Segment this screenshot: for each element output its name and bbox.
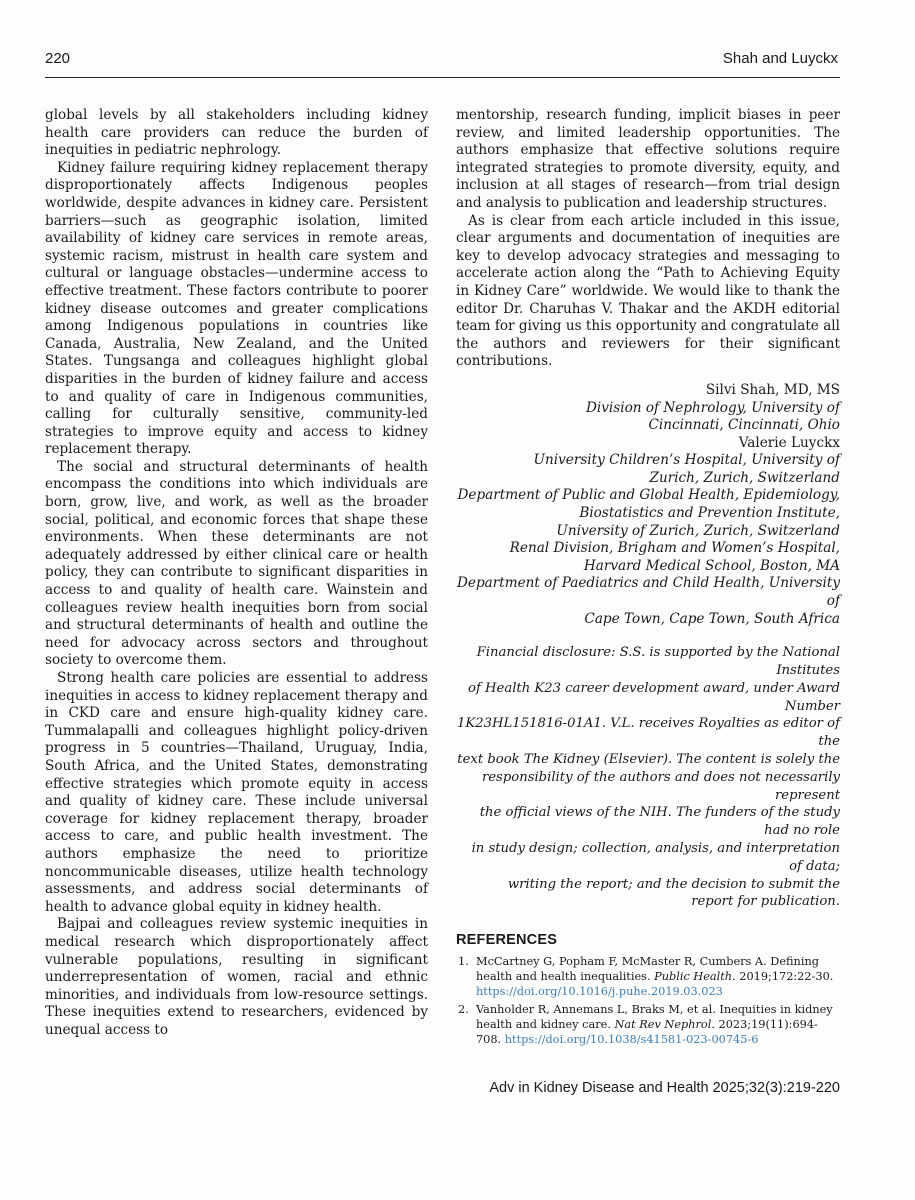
disclosure-line: Financial disclosure: S.S. is supported by the National Institutes: [476, 645, 840, 679]
author-affiliation: Biostatistics and Prevention Institute,: [579, 505, 840, 522]
author-affiliation: Department of Paediatrics and Child Health, University of: [457, 575, 840, 610]
author-affiliation: University of Zurich, Zurich, Switzerland: [556, 522, 840, 539]
reference-doi-link[interactable]: https://doi.org/10.1038/s41581-023-00745-6: [504, 1032, 759, 1046]
author-affiliation: Cincinnati, Cincinnati, Ohio: [648, 417, 840, 434]
disclosure-line: report for publication.: [691, 894, 840, 910]
disclosure-line: of Health K23 career development award, under Award Number: [468, 680, 840, 714]
reference-details: 2023;19(11):694-708.: [476, 1017, 818, 1046]
page-number: 220: [45, 50, 71, 67]
paragraph: global levels by all stakeholders including kidney health care providers can reduce the burden of inequities in pediatric nephrology.: [45, 107, 428, 159]
reference-details: 2019;172:22-30.: [735, 969, 834, 983]
disclosure-line: text book The Kidney (Elsevier). The content is solely the: [457, 752, 840, 767]
paragraph: Kidney failure requiring kidney replacement therapy disproportionately affects Indigenous peoples worldwide, despite advances in kidney care. Persistent barriers—such as geographic isolation, limited availability of kidney care services in remote areas, systemic racism, mistrust in health care system and cultural or language obstacles—undermine access to effective treatment. These factors contribute to poorer kidney disease outcomes and greater complications among Indigenous populations in countries like Canada, Australia, New Zealand, and the United States. Tungsanga and colleagues highlight global disparities in the burden of kidney failure and access to and quality of care in Indigenous communities, calling for culturally sensitive, community-led strategies to improve equity and access to kidney replacement therapy.: [45, 159, 428, 458]
paragraph: The social and structural determinants of health encompass the conditions into which individuals are born, grow, live, and work, as well as the broader social, political, and economic forces that shape these environments. When these determinants are not adequately addressed by either clinical care or health policy, they can contribute to significant disparities in access to and quality of health care. Wainstein and colleagues review health inequities born from social and structural determinants of health and outline the need for advocacy across sectors and throughout society to overcome them.: [45, 458, 428, 669]
paragraph: Strong health care policies are essential to address inequities in access to kidney replacement therapy and in CKD care and ensure high-quality kidney care. Tummalapalli and colleagues highlight policy-driven progress in 5 countries—Thailand, Uruguay, India, South Africa, and the United States, demonstrating effective strategies which promote equity in access and quality of kidney care. These include universal coverage for kidney replacement therapy, broader access to care, and public health investment. The authors emphasize the need to prioritize noncommunicable diseases, utilize health technology assessments, and address social determinants of health to advance global equity in kidney health.: [45, 670, 428, 915]
paragraph: Bajpai and colleagues review systemic inequities in medical research which disproportionately affect vulnerable populations, resulting in significant underrepresentation of women, racial and ethnic minorities, and individuals from low-resource settings. These inequities extend to researchers, evidenced by unequal access to: [45, 916, 428, 1038]
reference-text: Vanholder R, Annemans L, Braks M, et al. Inequities in kidney health and kidney care.: [476, 1002, 833, 1031]
author-affiliation: Renal Division, Brigham and Women’s Hospital,: [509, 540, 840, 557]
author-affiliation: Division of Nephrology, University of: [585, 399, 840, 416]
reference-text: McCartney G, Popham F, McMaster R, Cumbers A. Defining health and health inequalities.: [476, 954, 819, 983]
reference-journal: Nat Rev Nephrol.: [614, 1017, 715, 1031]
author-name: Silvi Shah, MD, MS: [705, 381, 840, 398]
references-heading: REFERENCES: [456, 932, 558, 949]
paragraph: mentorship, research funding, implicit biases in peer review, and limited leadership opportunities. The authors emphasize that effective solutions require integrated strategies to promote diversity, equity, and inclusion at all stages of research—from trial design and analysis to publication and leadership structures.: [456, 107, 840, 211]
author-affiliation: Harvard Medical School, Boston, MA: [583, 557, 840, 574]
disclosure-line: responsibility of the authors and does not necessarily represent: [481, 769, 840, 803]
reference-journal: Public Health.: [654, 969, 736, 983]
disclosure-line: writing the report; and the decision to submit the: [507, 876, 840, 892]
author-signature: [456, 382, 840, 628]
running-head: Shah and Luyckx: [722, 50, 838, 67]
journal-citation-footer: Adv in Kidney Disease and Health 2025;32(3):219-220: [489, 1080, 840, 1096]
disclosure-line: in study design; collection, analysis, and interpretation of data;: [471, 840, 840, 874]
author-affiliation: Cape Town, Cape Town, South Africa: [584, 610, 840, 627]
author-affiliation: Zurich, Zurich, Switzerland: [649, 469, 840, 486]
page-header: [45, 50, 840, 76]
reference-number: 1.: [458, 954, 469, 968]
disclosure-line: 1K23HL151816-01A1. V.L. receives Royalties as editor of the: [457, 716, 840, 750]
reference-doi-link[interactable]: https://doi.org/10.1016/j.puhe.2019.03.023: [476, 984, 723, 998]
left-column: [45, 107, 428, 1039]
disclosure-line: the official views of the NIH. The funders of the study had no role: [479, 805, 840, 839]
financial-disclosure: [456, 644, 840, 911]
author-name: Valerie Luyckx: [738, 434, 840, 451]
reference-item: [456, 1002, 840, 1047]
author-affiliation: University Children’s Hospital, University of: [533, 452, 840, 469]
paragraph: As is clear from each article included in this issue, clear arguments and documentation of inequities are key to develop advocacy strategies and messaging to accelerate action along the “Path to Achieving Equity in Kidney Care” worldwide. We would like to thank the editor Dr. Charuhas V. Thakar and the AKDH editorial team for giving us this opportunity and congratulate all the authors and reviewers for their significant contributions.: [456, 212, 840, 370]
references-list: [456, 954, 840, 1047]
reference-number: 2.: [458, 1002, 469, 1016]
reference-item: [456, 954, 840, 999]
header-rule: [45, 77, 840, 78]
author-affiliation: Department of Public and Global Health, Epidemiology,: [457, 487, 840, 504]
right-column: [456, 107, 840, 1050]
